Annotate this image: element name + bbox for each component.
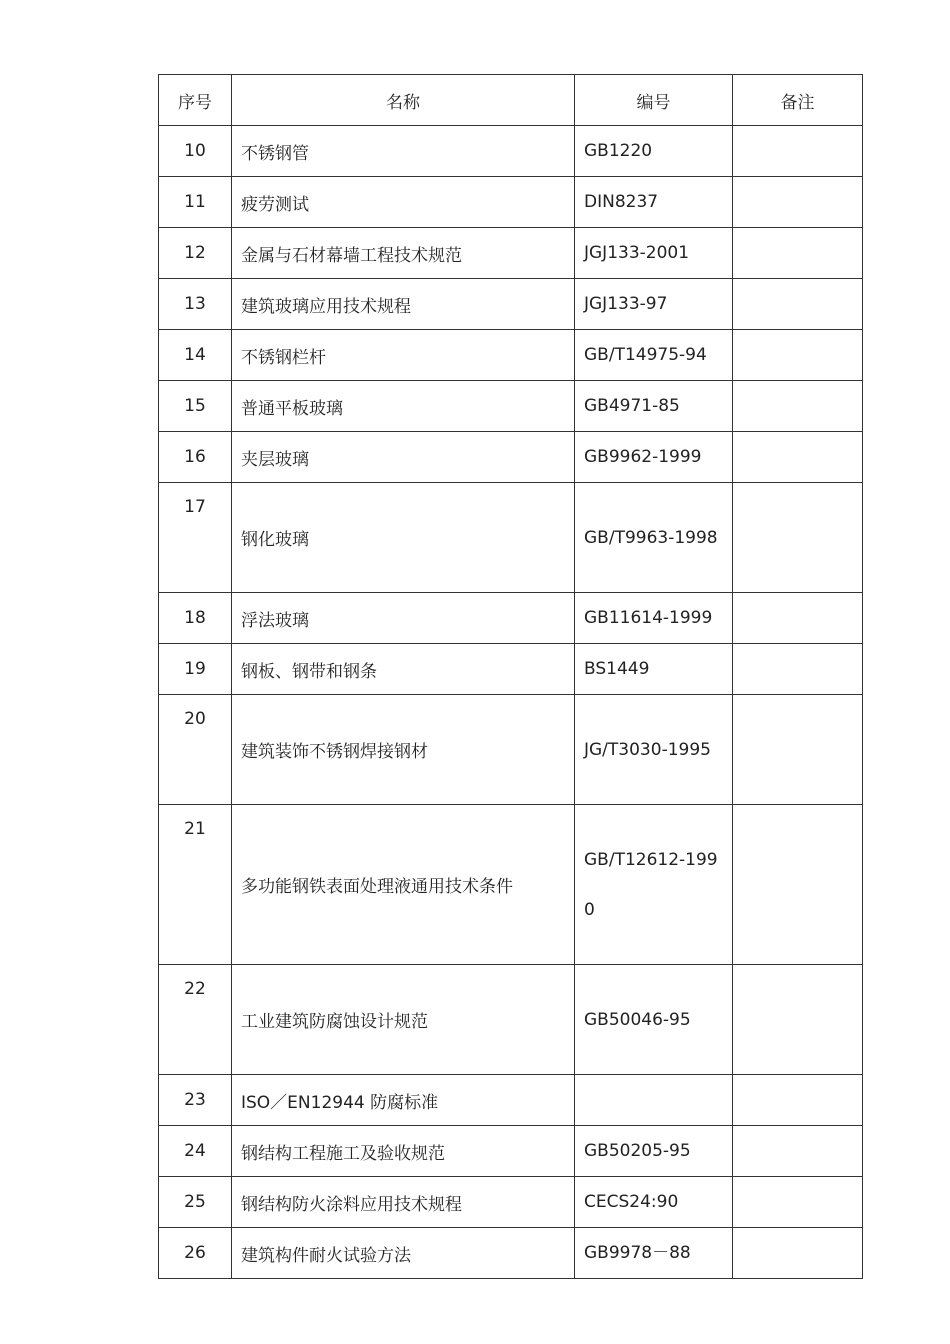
row-note [733, 126, 863, 177]
row-no: 26 [159, 1228, 232, 1279]
table-row [159, 432, 863, 483]
row-no: 24 [159, 1126, 232, 1177]
row-code: DIN8237 [575, 177, 733, 228]
row-code: CECS24:90 [575, 1177, 733, 1228]
row-name: 疲劳测试 [232, 177, 575, 228]
row-note [733, 1126, 863, 1177]
row-code: JG/T3030-1995 [575, 695, 733, 805]
row-code: GB11614-1999 [575, 593, 733, 644]
row-name: 夹层玻璃 [232, 432, 575, 483]
row-note [733, 483, 863, 593]
table-row [159, 279, 863, 330]
row-name: 钢化玻璃 [232, 483, 575, 593]
row-code: JGJ133-97 [575, 279, 733, 330]
row-code [575, 1075, 733, 1126]
header-name: 名称 [232, 75, 575, 126]
row-no: 19 [159, 644, 232, 695]
row-no: 14 [159, 330, 232, 381]
table-header-row [159, 75, 863, 126]
row-no: 25 [159, 1177, 232, 1228]
row-note [733, 381, 863, 432]
row-no: 22 [159, 965, 232, 1075]
row-code: GB/T14975-94 [575, 330, 733, 381]
row-no: 17 [159, 483, 232, 593]
table-row [159, 965, 863, 1075]
row-name: 金属与石材幕墙工程技术规范 [232, 228, 575, 279]
header-no: 序号 [159, 75, 232, 126]
table-row [159, 483, 863, 593]
row-note [733, 695, 863, 805]
row-note [733, 1228, 863, 1279]
row-name: 工业建筑防腐蚀设计规范 [232, 965, 575, 1075]
row-note [733, 330, 863, 381]
header-note: 备注 [733, 75, 863, 126]
row-code: GB4971-85 [575, 381, 733, 432]
table-row [159, 1126, 863, 1177]
row-no: 13 [159, 279, 232, 330]
table-row [159, 805, 863, 965]
row-note [733, 805, 863, 965]
row-name: 钢结构工程施工及验收规范 [232, 1126, 575, 1177]
row-name: 不锈钢栏杆 [232, 330, 575, 381]
table-row [159, 228, 863, 279]
row-note [733, 965, 863, 1075]
row-note [733, 228, 863, 279]
row-no: 15 [159, 381, 232, 432]
row-name: 钢结构防火涂料应用技术规程 [232, 1177, 575, 1228]
table-row [159, 381, 863, 432]
row-name: ISO／EN12944 防腐标准 [232, 1075, 575, 1126]
row-name: 建筑玻璃应用技术规程 [232, 279, 575, 330]
table-row [159, 1177, 863, 1228]
row-name: 建筑装饰不锈钢焊接钢材 [232, 695, 575, 805]
row-code: BS1449 [575, 644, 733, 695]
row-code: GB50205-95 [575, 1126, 733, 1177]
row-name: 浮法玻璃 [232, 593, 575, 644]
row-note [733, 432, 863, 483]
row-name: 多功能钢铁表面处理液通用技术条件 [232, 805, 575, 965]
table-row [159, 644, 863, 695]
row-no: 10 [159, 126, 232, 177]
row-no: 20 [159, 695, 232, 805]
row-code: GB9978－88 [575, 1228, 733, 1279]
table-row [159, 177, 863, 228]
row-no: 21 [159, 805, 232, 965]
row-note [733, 279, 863, 330]
row-code: GB/T12612-1990 [575, 805, 733, 965]
row-no: 18 [159, 593, 232, 644]
row-note [733, 644, 863, 695]
row-no: 12 [159, 228, 232, 279]
row-note [733, 177, 863, 228]
header-code: 编号 [575, 75, 733, 126]
table-row [159, 330, 863, 381]
row-code: GB/T9963-1998 [575, 483, 733, 593]
row-name: 普通平板玻璃 [232, 381, 575, 432]
row-code: GB9962-1999 [575, 432, 733, 483]
table-row [159, 593, 863, 644]
row-note [733, 593, 863, 644]
row-no: 23 [159, 1075, 232, 1126]
table-row [159, 1075, 863, 1126]
row-code: GB50046-95 [575, 965, 733, 1075]
row-no: 16 [159, 432, 232, 483]
table-row [159, 126, 863, 177]
row-name: 钢板、钢带和钢条 [232, 644, 575, 695]
row-note [733, 1177, 863, 1228]
row-name: 不锈钢管 [232, 126, 575, 177]
row-code: JGJ133-2001 [575, 228, 733, 279]
row-note [733, 1075, 863, 1126]
standards-table [158, 74, 863, 1279]
table-row [159, 695, 863, 805]
row-no: 11 [159, 177, 232, 228]
row-code: GB1220 [575, 126, 733, 177]
table-row [159, 1228, 863, 1279]
row-name: 建筑构件耐火试验方法 [232, 1228, 575, 1279]
